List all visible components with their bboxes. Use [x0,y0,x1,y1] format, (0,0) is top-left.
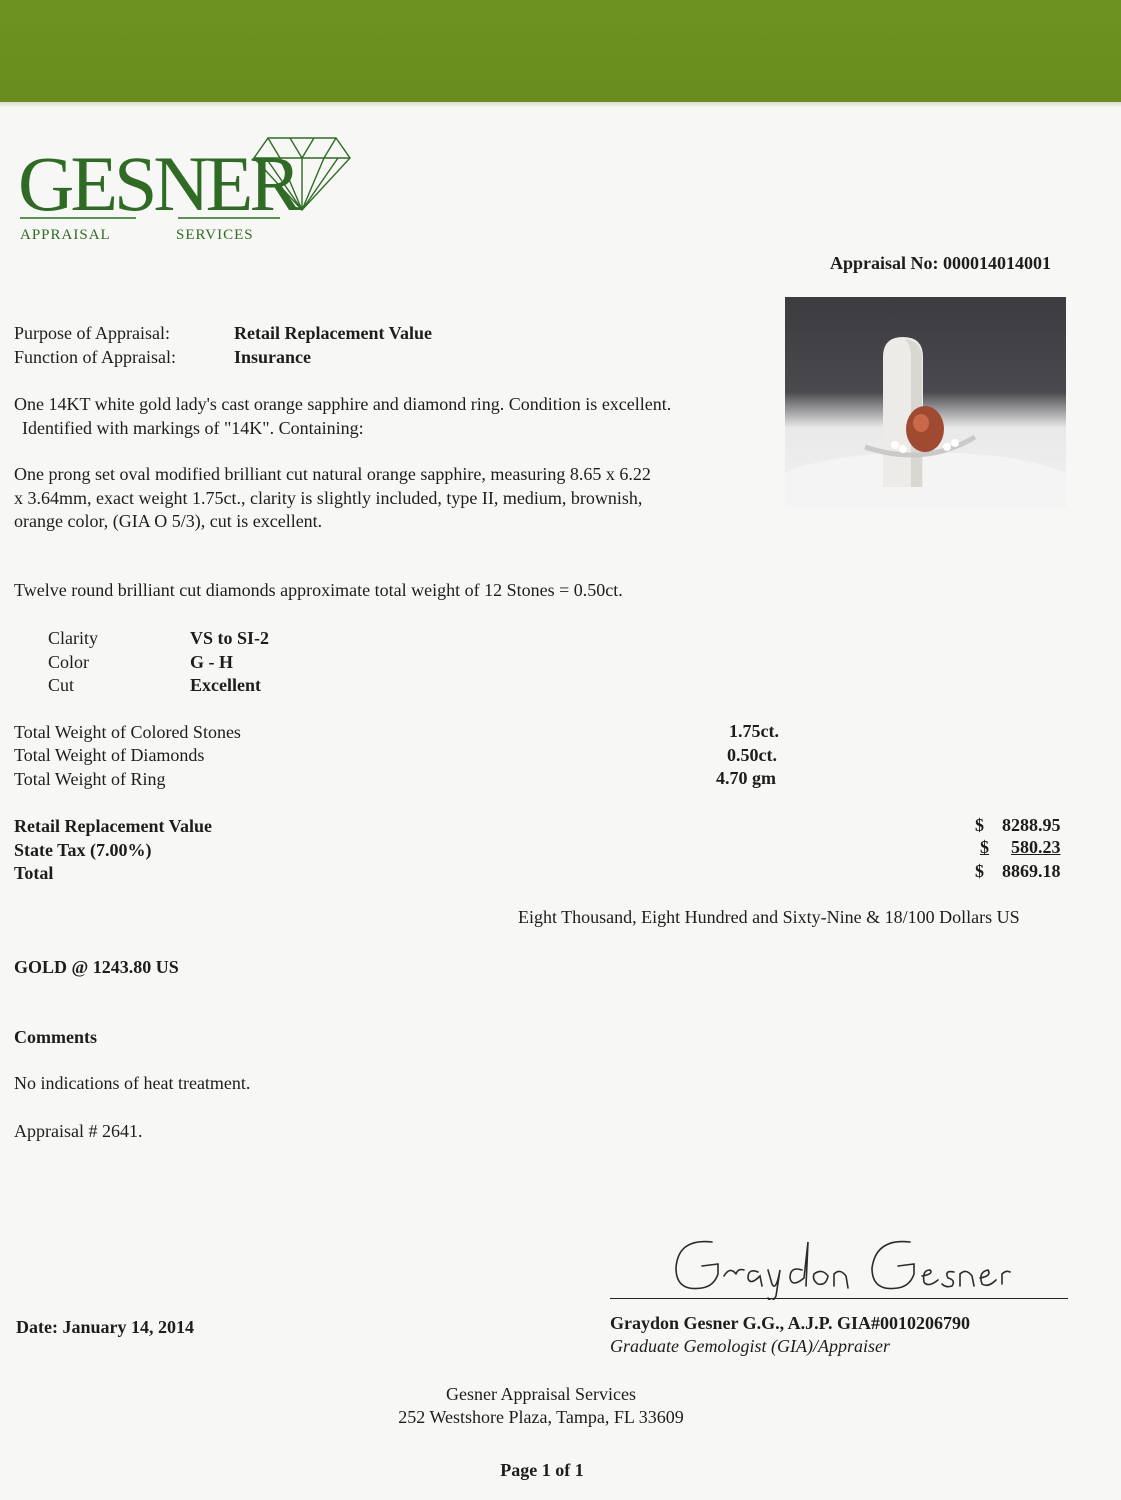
weight-value-colored: 1.75ct. [729,721,779,741]
page-number: Page 1 of 1 [500,1460,584,1480]
description-line-1: One 14KT white gold lady's cast orange sapphire and diamond ring. Condition is excellent. [14,394,672,414]
ring-photo [785,297,1066,508]
comments-line-2: Appraisal # 2641. [14,1121,143,1141]
footer-address: 252 Westshore Plaza, Tampa, FL 33609 [398,1407,684,1427]
grade-label-color: Color [48,652,90,672]
signature-graphic [672,1230,1012,1300]
retail-value-label: Retail Replacement Value [14,816,212,836]
top-green-band [0,0,1121,102]
weight-value-ring: 4.70 gm [716,768,776,788]
logo-graphic [18,128,358,246]
state-tax-currency: $ [980,837,989,857]
grade-label-cut: Cut [48,675,75,695]
weight-label-colored: Total Weight of Colored Stones [14,722,241,742]
appraiser-title: Graduate Gemologist (GIA)/Appraiser [610,1336,890,1356]
retail-value-currency: $ [975,815,984,835]
amount-in-words: Eight Thousand, Eight Hundred and Sixty-Nine & 18/100 Dollars US [518,907,1020,927]
appraisal-number [830,253,1051,274]
grade-value-clarity: VS to SI-2 [190,628,270,648]
total-currency: $ [975,861,984,881]
company-logo [18,128,358,246]
sapphire-line-2: x 3.64mm, exact weight 1.75ct., clarity is slightly included, type II, medium, brownish, [14,488,643,508]
state-tax-label: State Tax (7.00%) [14,840,152,860]
comments-line-1: No indications of heat treatment. [14,1073,251,1093]
grade-value-color: G - H [190,652,233,672]
diamonds-line: Twelve round brilliant cut diamonds approximate total weight of 12 Stones = 0.50ct. [14,580,623,600]
handwritten-signature [672,1230,1012,1305]
state-tax-row [980,837,1067,858]
appraisal-number-label: Appraisal No: [830,253,939,273]
total-amount: 8869.18 [1002,861,1061,881]
sapphire-line-1: One prong set oval modified brilliant cut natural orange sapphire, measuring 8.65 x 6.22 [14,464,651,484]
function-label: Function of Appraisal: [14,347,176,367]
paper-edge [0,102,1121,108]
sapphire-line-3: orange color, (GIA O 5/3), cut is excellent. [14,511,323,531]
purpose-value: Retail Replacement Value [234,323,432,343]
footer-company: Gesner Appraisal Services [446,1384,636,1404]
function-value: Insurance [234,347,312,367]
state-tax-amount: 580.23 [1011,837,1061,857]
grade-value-cut: Excellent [190,675,261,695]
logo-services: SERVICES [176,227,254,243]
description-line-2: Identified with markings of "14K". Containing: [22,418,364,438]
weight-label-diamonds: Total Weight of Diamonds [14,745,205,765]
weight-label-ring: Total Weight of Ring [14,769,166,789]
weight-value-diamonds: 0.50ct. [727,745,777,765]
grade-label-clarity: Clarity [48,628,98,648]
comments-heading: Comments [14,1027,97,1047]
logo-wordmark: GESNER [18,140,298,227]
retail-value-amount: 8288.95 [1002,815,1061,835]
appraisal-number-value: 000014014001 [943,253,1052,273]
purpose-label: Purpose of Appraisal: [14,323,170,343]
signature-line [610,1298,1068,1299]
logo-appraisal: APPRAISAL [20,227,111,243]
gold-price: GOLD @ 1243.80 US [14,957,179,977]
appraiser-name: Graydon Gesner G.G., A.J.P. GIA#0010206790 [610,1313,971,1333]
appraisal-date: Date: January 14, 2014 [16,1317,194,1337]
ring-image [785,297,1066,508]
total-label: Total [14,863,54,883]
